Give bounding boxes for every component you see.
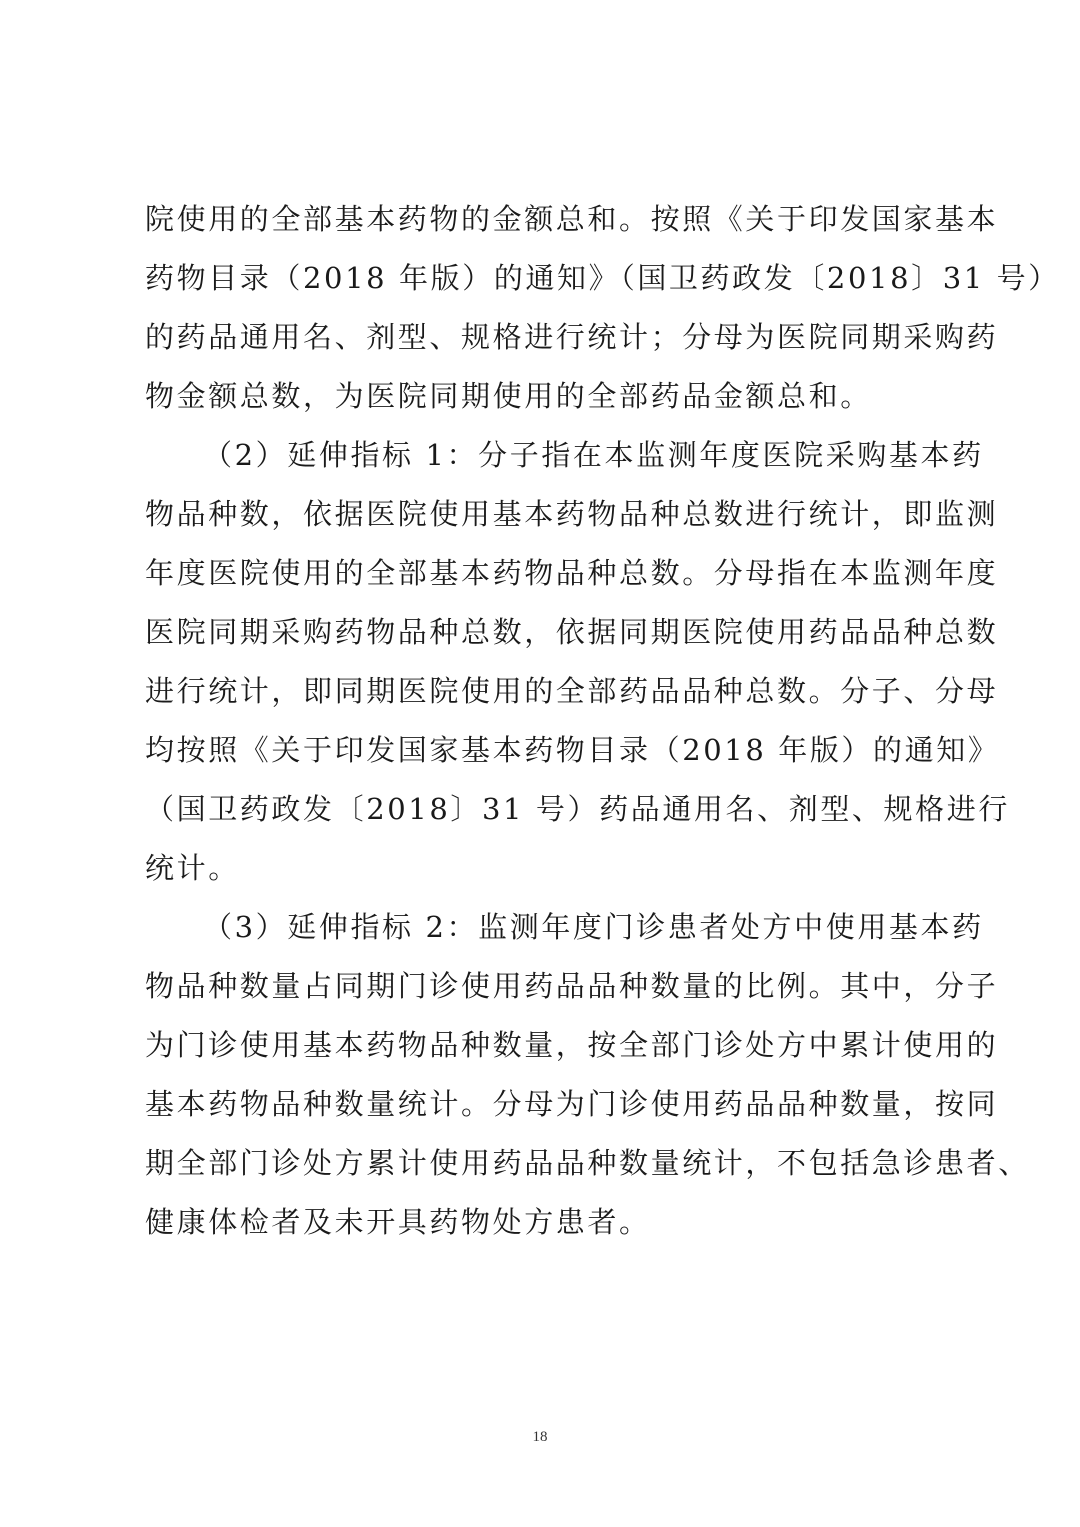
text-line: （国卫药政发〔2018〕31 号）药品通用名、剂型、规格进行 — [145, 792, 1010, 826]
paragraph-extension-indicator-2 — [145, 898, 1030, 1252]
body-text — [145, 190, 1060, 1252]
text-line: 基本药物品种数量统计。分母为门诊使用药品品种数量，按同 — [145, 1087, 999, 1121]
text-line: 物品种数量占同期门诊使用药品品种数量的比例。其中，分子 — [145, 969, 999, 1003]
text-line: 医院同期采购药物品种总数，依据同期医院使用药品品种总数 — [145, 615, 999, 649]
text-line: 的药品通用名、剂型、规格进行统计；分母为医院同期采购药 — [145, 320, 999, 354]
page-number: 18 — [532, 1429, 548, 1445]
text-line: 院使用的全部基本药物的金额总和。按照《关于印发国家基本 — [145, 202, 999, 236]
text-line: 均按照《关于印发国家基本药物目录（2018 年版）的通知》 — [145, 733, 1000, 767]
text-line: 为门诊使用基本药物品种数量，按全部门诊处方中累计使用的 — [145, 1028, 999, 1062]
text-line: 统计。 — [145, 851, 240, 885]
text-line: 期全部门诊处方累计使用药品品种数量统计，不包括急诊患者、 — [145, 1146, 1030, 1180]
text-line: （2）延伸指标 1：分子指在本监测年度医院采购基本药 — [203, 438, 984, 472]
text-line: 健康体检者及未开具药物处方患者。 — [145, 1205, 651, 1239]
text-line: 物金额总数，为医院同期使用的全部药品金额总和。 — [145, 379, 872, 413]
paragraph-extension-indicator-1 — [145, 426, 1010, 898]
text-line: 年度医院使用的全部基本药物品种总数。分母指在本监测年度 — [145, 556, 999, 590]
text-line: （3）延伸指标 2：监测年度门诊患者处方中使用基本药 — [203, 910, 984, 944]
paragraph-continuation — [145, 190, 1060, 426]
text-line: 进行统计，即同期医院使用的全部药品品种总数。分子、分母 — [145, 674, 999, 708]
text-line: 药物目录（2018 年版）的通知》（国卫药政发〔2018〕31 号） — [145, 261, 1060, 295]
text-line: 物品种数，依据医院使用基本药物品种总数进行统计，即监测 — [145, 497, 999, 531]
